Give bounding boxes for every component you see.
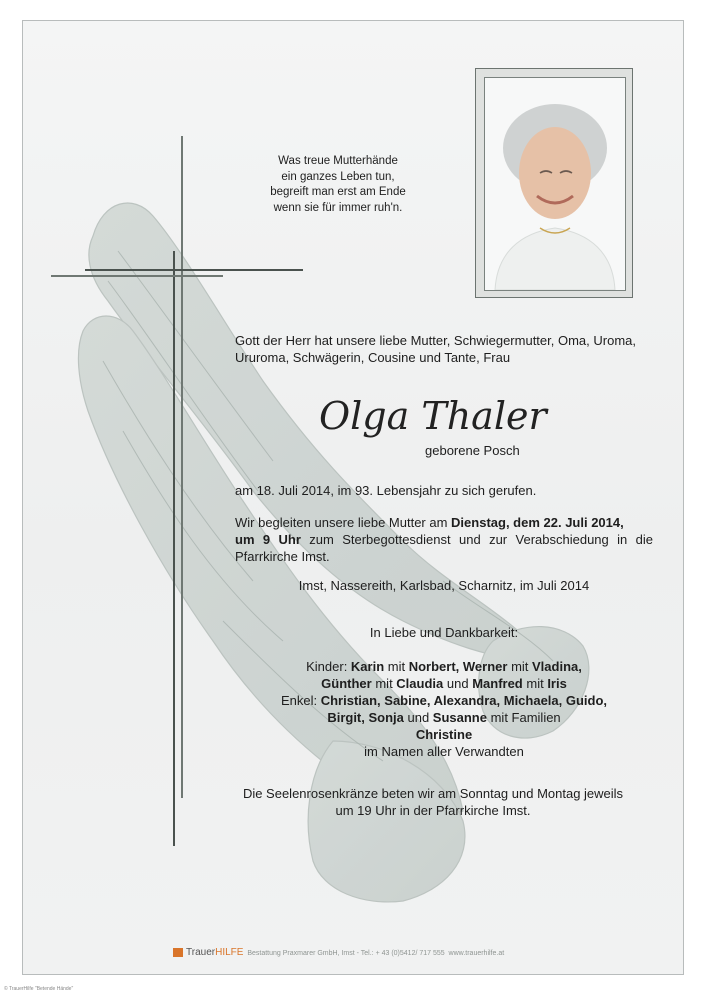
family-line-urenkel: Christine bbox=[415, 727, 473, 742]
website-link[interactable]: www.trauerhilfe.at bbox=[448, 950, 505, 957]
intro-line: Gott der Herr hat unsere liebe Mutter, Schwiegermutter, Oma, Uroma, bbox=[235, 333, 636, 348]
cross-vertical-bar bbox=[173, 251, 175, 846]
portrait-photo bbox=[484, 77, 626, 291]
intro-text bbox=[235, 332, 653, 366]
company-info: Bestattung Praxmarer GmbH, Imst - Tel.: + 43 (0)5412/ 717 555 bbox=[247, 950, 445, 957]
service-time: um 9 Uhr bbox=[235, 532, 301, 547]
rosary-line: Die Seelenrosenkränze beten wir am Sonntag und Montag jeweils bbox=[242, 786, 624, 801]
obituary-card bbox=[22, 20, 684, 975]
family-line-enkel: Enkel: Christian, Sabine, Alexandra, Michaela, Guido, bbox=[280, 693, 608, 708]
cross-horizontal-bar bbox=[51, 275, 223, 277]
places-date: Imst, Nassereith, Karlsbad, Scharnitz, im Juli 2014 bbox=[298, 578, 590, 593]
poem-line: wenn sie für immer ruh'n. bbox=[273, 201, 403, 214]
poem-line: begreift man erst am Ende bbox=[270, 186, 406, 198]
family-line-relatives: im Namen aller Verwandten bbox=[364, 744, 524, 759]
service-text: Wir begleiten unsere liebe Mutter am bbox=[235, 515, 452, 530]
logo-text: Trauer bbox=[186, 947, 216, 958]
funeral-service-text bbox=[235, 514, 653, 565]
poem-line: Was treue Mutterhände bbox=[278, 155, 398, 167]
memorial-poem bbox=[248, 154, 428, 216]
rosary-line: um 19 Uhr in der Pfarrkirche Imst. bbox=[335, 803, 531, 818]
portrait-frame bbox=[475, 68, 633, 298]
cross-horizontal-bar bbox=[85, 269, 303, 271]
cross-vertical-bar bbox=[181, 136, 183, 798]
rosary-notice bbox=[223, 785, 643, 819]
thanks-line: In Liebe und Dankbarkeit: bbox=[369, 625, 519, 640]
family-line-kinder-2: Günther mit Claudia und Manfred mit Iris bbox=[321, 676, 567, 691]
portrait-image bbox=[485, 78, 625, 290]
service-date: Dienstag, dem 22. Juli 2014, bbox=[451, 515, 624, 530]
family-line-kinder: Kinder: Karin mit Norbert, Werner mit Vladina, bbox=[306, 659, 582, 674]
birth-name: geborene Posch bbox=[425, 443, 520, 458]
logo-text-accent: HILFE bbox=[215, 947, 244, 958]
poem-line: ein ganzes Leben tun, bbox=[281, 170, 395, 183]
trauerhilfe-logo-icon bbox=[173, 948, 183, 957]
footer bbox=[173, 947, 593, 961]
family-line-enkel-2: Birgit, Sonja und Susanne mit Familien bbox=[327, 710, 561, 725]
family-list bbox=[235, 658, 653, 760]
service-text: zum Sterbegottesdienst und zur Verabschiedung in die Pfarrkirche Imst. bbox=[235, 532, 654, 564]
intro-line: Ururoma, Schwägerin, Cousine und Tante, Frau bbox=[235, 350, 511, 365]
image-credit: © TrauerHilfe "Betende Hände" bbox=[4, 986, 74, 992]
deceased-name: Olga Thaler bbox=[319, 394, 547, 438]
death-notice: am 18. Juli 2014, im 93. Lebensjahr zu sich gerufen. bbox=[235, 483, 537, 498]
